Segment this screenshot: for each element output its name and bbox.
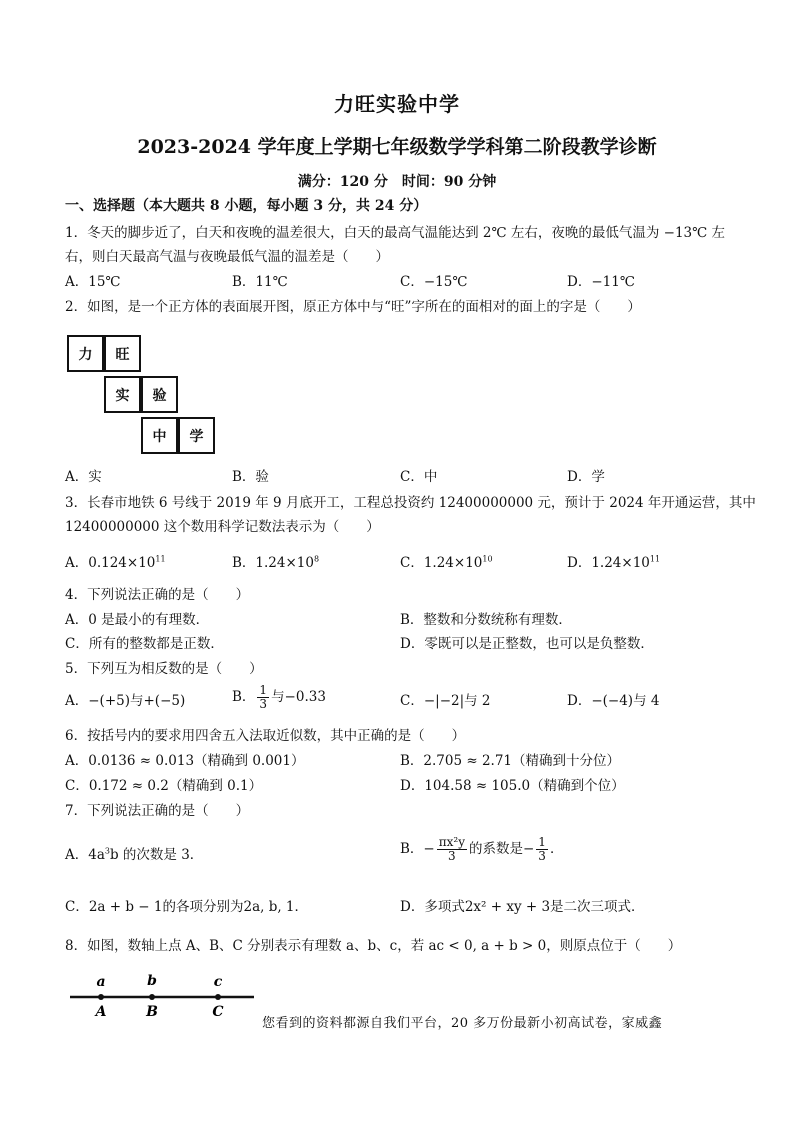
q5-option-d: D．−(−4)与 4 [567,693,660,709]
q4-option-d: D．零既可以是正整数，也可以是负整数． [400,636,654,652]
q6-option-c: C．0.172 ≈ 0.2（精确到 0.1） [65,778,263,794]
net-cell: 实 [104,376,141,413]
q1-option-c: C．−15℃ [400,274,468,290]
net-cell: 验 [141,376,178,413]
number-line-figure [68,968,268,1023]
q2-option-c: C．中 [400,469,438,485]
q6-option-a: A．0.0136 ≈ 0.013（精确到 0.001） [65,753,305,769]
q4-option-b: B．整数和分数统称有理数． [400,612,572,628]
q8-stem: 8．如图，数轴上点 A、B、C 分别表示有理数 a、b、c，若 ac < 0, a + b > 0，则原点位于（ ） [65,938,682,954]
q3-option-a: A．$0.124\times 10^{11}$ [65,554,166,571]
q3-option-c: C．$1.24\times 10^{10}$ [400,554,493,571]
q7-option-d: D．多项式2x² + xy + 3是二次三项式． [400,899,645,915]
exam-info: 满分：120 分 时间：90 分钟 [297,174,497,190]
net-cell: 旺 [104,335,141,372]
cube-net-figure [67,335,217,455]
q7-stem: 7．下列说法正确的是（ ） [65,803,250,819]
point-label-a: A [95,1004,107,1020]
exam-title: 2023-2024 学年度上学期七年级数学学科第二阶段教学诊断 [137,136,657,158]
q6-option-d: D．104.58 ≈ 105.0（精确到个位） [400,778,625,794]
school-name: 力旺实验中学 [334,92,460,116]
q4-stem: 4．下列说法正确的是（ ） [65,587,250,603]
q4-option-c: C．所有的整数都是正数． [65,636,224,652]
q5-option-c: C．−|−2|与 2 [400,693,491,709]
q5-option-b: B． $\frac{1}{3}$ 与−0.33 [232,683,326,711]
var-label-b: b [147,973,157,989]
var-label-c: c [213,974,223,990]
q3-stem-line1: 3．长春市地铁 6 号线于 2019 年 9 月底开工，工程总投资约 12400000000 元，预计于 2024 年开通运营，其中 [65,495,756,511]
point-label-c: C [212,1004,224,1020]
q7-option-b: B．− $\frac{\text{πx²y}}{3}$ 的系数是− $\frac{1}{3}$ ． [400,835,564,863]
point-c-dot [215,994,221,1000]
q2-option-a: A．实 [65,469,102,485]
point-a-dot [98,994,104,1000]
q3-stem-line2: 12400000000 这个数用科学记数法表示为（ ） [65,519,380,535]
q4-option-a: A．0 是最小的有理数． [65,612,210,628]
q7-option-c: C．2a + b − 1的各项分别为2a, b, 1． [65,899,309,915]
var-label-a: a [96,974,106,990]
q3-option-b: B．$1.24\times 10^8$ [232,554,320,571]
net-cell: 中 [141,417,178,454]
point-label-b: B [146,1004,158,1020]
section-heading: 一、选择题（本大题共 8 小题，每小题 3 分，共 24 分） [65,198,428,214]
q7-option-a: A．$4a^3b$ 的次数是 3． [65,846,204,863]
q6-option-b: B．2.705 ≈ 2.71（精确到十分位） [400,753,621,769]
q1-option-b: B．11℃ [232,274,288,290]
q1-option-a: A．15℃ [65,274,121,290]
q6-stem: 6．按括号内的要求用四舍五入法取近似数，其中正确的是（ ） [65,728,466,744]
q1-option-d: D．−11℃ [567,274,635,290]
net-cell: 学 [178,417,215,454]
q2-option-b: B．验 [232,469,269,485]
q2-stem: 2．如图，是一个正方体的表面展开图，原正方体中与“旺”字所在的面相对的面上的字是（ ） [65,299,641,315]
q5-stem: 5．下列互为相反数的是（ ） [65,661,263,677]
q2-option-d: D．学 [567,469,605,485]
promo-footer: 您看到的资料都源自我们平台，20 多万份最新小初高试卷，家威鑫 [262,1016,663,1031]
q1-stem-line2: 右，则白天最高气温与夜晚最低气温的温差是（ ） [65,249,389,265]
q1-stem-line1: 1．冬天的脚步近了，白天和夜晚的温差很大，白天的最高气温能达到 2℃ 左右，夜晚的最低气温为 −13℃ 左 [65,225,726,241]
q3-option-d: D．$1.24\times 10^{11}$ [567,554,661,571]
point-b-dot [149,994,155,1000]
q5-option-a: A．−(+5)与+(−5) [65,693,186,709]
net-cell: 力 [67,335,104,372]
